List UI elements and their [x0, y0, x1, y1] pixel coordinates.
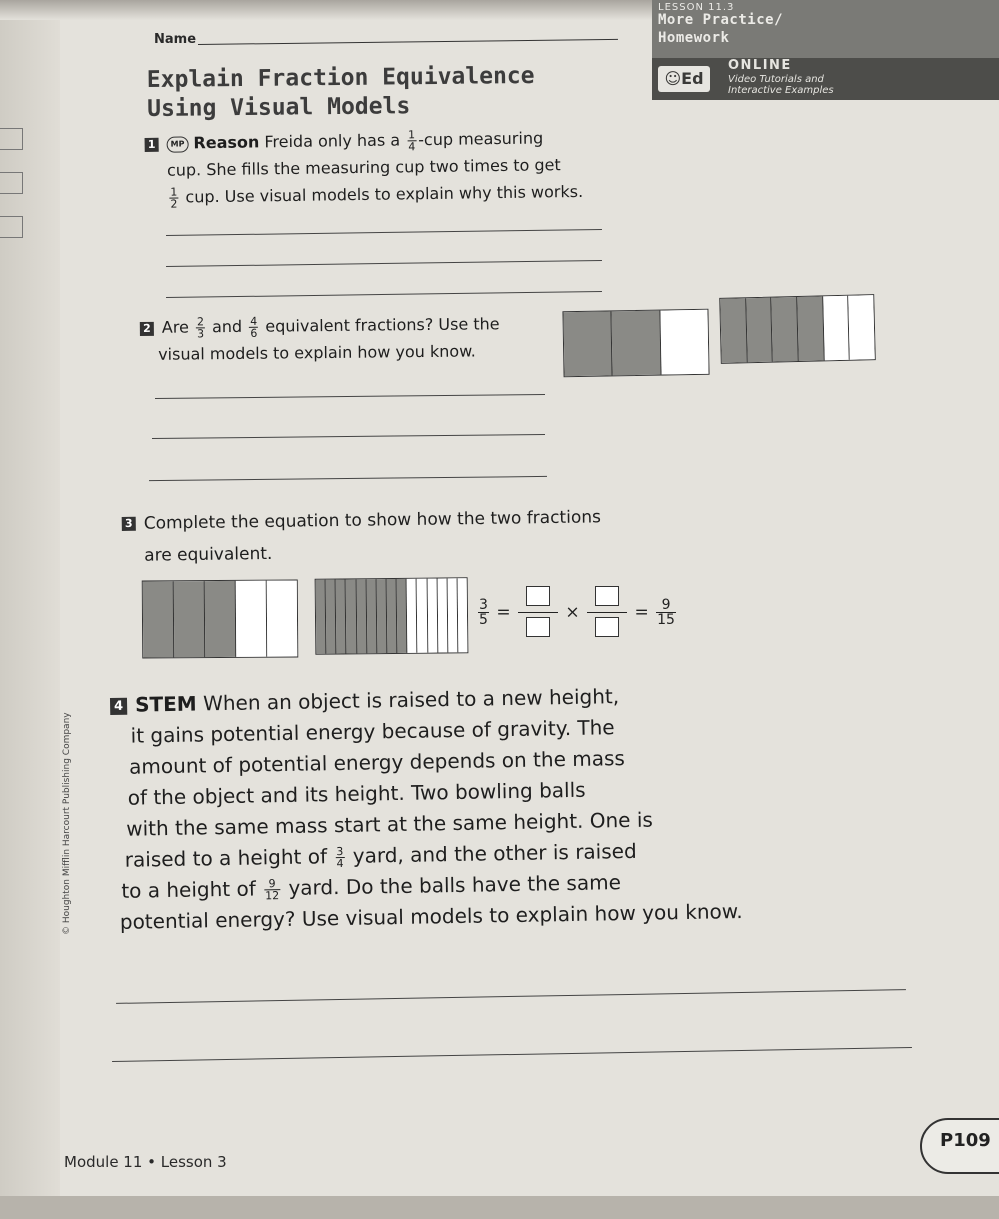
problem-number: 3: [122, 517, 136, 531]
answer-line[interactable]: [166, 260, 602, 267]
problem-4-line-1: 4 STEM When an object is raised to a new height,: [110, 679, 739, 721]
answer-line[interactable]: [112, 1047, 912, 1062]
shaded-part: [720, 298, 747, 363]
problem-number: 1: [145, 137, 159, 151]
fraction: $\frac{1}{4}$: [408, 128, 416, 154]
page-tabs: [0, 128, 23, 260]
fraction: $\frac{9}{12}$: [265, 877, 280, 903]
page-tab: [0, 128, 23, 150]
problem-1: [144, 124, 583, 211]
unshaded-part: [660, 310, 708, 375]
answer-line[interactable]: [166, 229, 602, 236]
interactive-examples-label: Interactive Examples: [728, 85, 834, 96]
fraction: $\frac{1}{2}$: [170, 185, 178, 211]
online-band: [652, 58, 999, 100]
shaded-part: [772, 297, 799, 362]
problem-2-line-1: [140, 310, 500, 341]
unshaded-part: [458, 578, 468, 652]
problem-2-line-2: visual models to explain how you know.: [158, 341, 476, 364]
blank-denominator-input[interactable]: [526, 617, 550, 637]
problem-3-line-1: [122, 501, 602, 540]
name-line: [198, 39, 618, 45]
lesson-code: LESSON 11.3: [658, 2, 735, 13]
title-line-1: Explain Fraction Equivalence: [146, 62, 535, 94]
blank-fraction: [587, 584, 627, 641]
stem-label: STEM: [134, 691, 197, 717]
fraction: $\frac{9}{15}$: [657, 597, 675, 628]
problem-3-text: Complete the equation to show how the two fractions: [143, 507, 602, 534]
blank-numerator-input[interactable]: [526, 586, 550, 606]
mp-badge: MP: [167, 136, 189, 152]
blank-denominator-input[interactable]: [595, 617, 619, 637]
answer-line[interactable]: [152, 434, 545, 439]
blank-fraction: [518, 584, 558, 641]
problem-3-line-2: are equivalent.: [144, 543, 273, 566]
bottom-edge: [0, 1196, 999, 1219]
ed-logo: ☺Ed: [658, 66, 710, 92]
fraction: $\frac{3}{4}$: [336, 844, 344, 871]
shaded-part: [143, 581, 175, 657]
shaded-part: [563, 311, 612, 376]
shaded-part: [612, 311, 661, 376]
page-tab: [0, 172, 23, 194]
shaded-part: [174, 581, 206, 657]
unshaded-part: [267, 580, 298, 656]
video-tutorials-label: Video Tutorials and: [728, 74, 824, 85]
equals-sign: =: [496, 602, 511, 623]
unshaded-part: [849, 295, 875, 360]
title-line-2: Using Visual Models: [147, 93, 411, 122]
problem-4-line-3: amount of potential energy depends on the mass: [128, 746, 626, 779]
problem-2: [140, 310, 500, 368]
problem-4-line-8: potential energy? Use visual models to explain how you know.: [119, 899, 743, 934]
shaded-part: [797, 296, 824, 361]
copyright-notice: © Houghton Mifflin Harcourt Publishing Company: [62, 712, 72, 935]
problem-1-text: -cup measuring: [418, 128, 544, 150]
answer-line[interactable]: [155, 394, 545, 399]
shaded-part: [746, 298, 773, 363]
fraction: $\frac{3}{5}$: [479, 597, 488, 628]
answer-line[interactable]: [149, 476, 547, 481]
fraction: $\frac{4}{6}$: [250, 314, 258, 340]
problem-2-text: Are: [161, 317, 189, 337]
answer-line[interactable]: [116, 989, 906, 1004]
problem-2-text: and: [211, 316, 243, 337]
problem-4-line-4: of the object and its height. Two bowling balls: [127, 777, 586, 810]
problem-number: 4: [110, 698, 127, 715]
problem-number: 2: [140, 321, 154, 335]
fraction: $\frac{2}{3}$: [196, 315, 205, 341]
problem-4-line-2: it gains potential energy because of gravity. The: [130, 715, 615, 748]
problem-1-text: cup. Use visual models to explain why this works.: [185, 181, 584, 207]
fraction-model-fifths: [142, 579, 299, 658]
equivalence-equation: [476, 584, 678, 641]
page-tab: [0, 216, 23, 238]
problem-1-text: Freida only has a: [264, 130, 401, 152]
problem-2-text: equivalent fractions? Use the: [265, 314, 500, 336]
name-label: Name: [154, 32, 197, 47]
times-sign: ×: [565, 602, 580, 623]
problem-1-label: Reason: [193, 132, 260, 153]
unshaded-part: [236, 581, 268, 657]
problem-4-line-6: raised to a height of $\frac{3}{4}$ yard, and the other is raised: [124, 838, 637, 872]
answer-line[interactable]: [166, 291, 602, 298]
problem-4-line-5: with the same mass start at the same height. One is: [126, 807, 654, 841]
lesson-band: [652, 0, 999, 58]
online-label: ONLINE: [728, 58, 792, 73]
module-lesson-label: Module 11 • Lesson 3: [64, 1153, 227, 1171]
problem-1-line-2: cup. She fills the measuring cup two times to get: [166, 155, 561, 180]
problem-4: [110, 679, 743, 938]
problem-3: [122, 501, 602, 572]
fraction-model-thirds: [562, 309, 709, 378]
fraction-model-sixths: [719, 294, 876, 364]
problem-4-line-7: to a height of $\frac{9}{12}$ yard. Do the balls have the same: [121, 870, 622, 903]
ed-logo-text: Ed: [681, 69, 704, 88]
page-title: [147, 62, 535, 124]
equals-sign: =: [634, 602, 649, 623]
homework-label: Homework: [658, 30, 730, 46]
shaded-part: [205, 581, 237, 657]
page-number: P109: [920, 1118, 999, 1174]
blank-numerator-input[interactable]: [595, 586, 619, 606]
fraction-model-fifteenths: [315, 577, 469, 655]
problem-1-line-3: [145, 178, 583, 211]
unshaded-part: [823, 296, 850, 361]
more-practice-label: More Practice/: [658, 12, 784, 28]
